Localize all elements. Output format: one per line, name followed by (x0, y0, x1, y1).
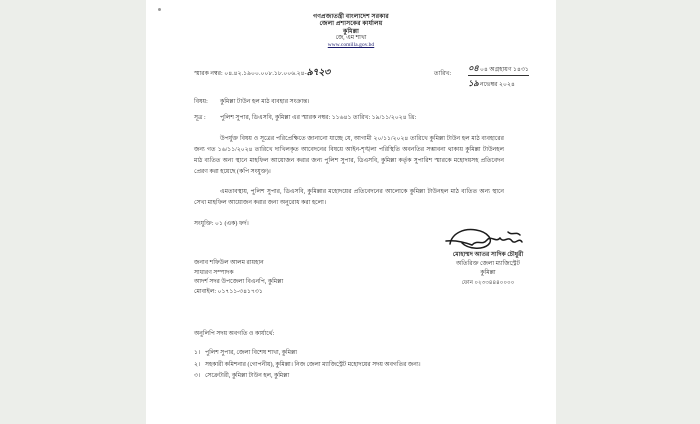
recipient-name: জনাব শফিউল আলম রায়হান (194, 259, 264, 266)
signature-block (424, 228, 552, 288)
letter-page (146, 0, 556, 424)
memo-number-value: ০৪.৪২.১৯০০.০০৮.১৮.০০৬.২৪- (224, 71, 307, 78)
signatory-designation: অতিরিক্ত জেলা ম্যাজিস্ট্রেট (456, 261, 520, 268)
attachment-note: সংযুক্তি: ০১ (এক) ফর্দ। (194, 220, 249, 227)
signatory-phone: ফোন ০২৩৩৪৪৪০০০০ (461, 280, 515, 287)
copy-to-item-text: সহকারী কমিশনার (গোপনীয়), কুমিল্লা। নিজ জেলা ম্যাজিস্ট্রেট মহোদয়ের সদয় অবগতির জন্য। (205, 361, 421, 368)
copy-to-item-text: সেক্রেটারী, কুমিল্লা টাউন হল, কুমিল্লা (205, 373, 290, 380)
subject-label: বিষয়: (194, 99, 208, 106)
date-english-month-year: নভেম্বর ২০২৪ (479, 81, 515, 88)
memo-number (194, 66, 330, 81)
signatory-name: মোহাম্মদ আতর সাদিক চৌধুরী (452, 252, 524, 258)
recipient-mobile: মোবাইল: ০১৭১১-৩৪১৭৩১ (194, 289, 263, 296)
copy-to-list (194, 348, 556, 383)
copy-to-item (194, 371, 556, 383)
letterhead-district-line: কুমিল্লা (342, 27, 360, 35)
date-bengali-day-handwritten: ০৪ (468, 63, 479, 74)
copy-to-item (194, 360, 556, 372)
date-english (468, 77, 529, 90)
copy-to-heading: অনুলিপি সদয় অবগতি ও কার্যার্থে: (194, 330, 275, 337)
memo-number-handwritten: ৯৭২৩ (306, 68, 330, 79)
letterhead-branch-line: জে, এম শাখা (335, 34, 367, 41)
date-label: তারিখ: (434, 71, 452, 78)
date-block (468, 62, 529, 90)
letterhead-office-line: জেলা প্রশাসকের কার্যালয় (319, 20, 383, 28)
letterhead (146, 13, 556, 48)
handwritten-signature-icon (424, 228, 552, 250)
date-bengali-month-year: ০৪ অগ্রহায়ণ ১৪৩১ (479, 67, 529, 74)
signatory-office: কুমিল্লা (480, 270, 496, 277)
source-line (194, 115, 556, 122)
memo-date-row (146, 62, 556, 88)
recipient-designation: সাধারণ সম্পাদক (194, 269, 234, 276)
body-paragraph-2: এমতাবস্থায়, পুলিশ সুপার, ডিএসবি, কুমিল্লার মহোদয়ের প্রতিবেদনের আলোকে কুমিল্লা টাউনহল মাঠ ব্যতিত অন্য স্থানে সেখা মাহফিল আয়োজন করার জন্য অনুরোধ করা হলো। (194, 188, 504, 206)
copy-to-item-text: পুলিশ সুপার, জেলা বিশেষ শাখা, কুমিল্লা (205, 349, 297, 356)
subject-line (194, 99, 556, 106)
body-paragraph-1: উপর্যুক্ত বিষয় ও সূত্রের পরিপ্রেক্ষিতে জানানো যাচ্ছে যে, আগামী ২০/১১/২০২৪ তারিখে কুমিল্লা টাউন হল মাঠ ব্যবহারের জন্য গত ১৬/১১/২০২৪ তারিখে দাখিলকৃত আবেদনের বিষয়ে আইন-শৃঙ্খলা পরিস্থিতি অবনতির সম্ভাবনা থাকায় কুমিল্লা টাউনহল মাঠ ব্যতিত অন্য স্থানে মাহফিল আয়োজন করার জন্য পুলিশ সুপার, ডিএসবি, কুমিল্লা কর্তৃক সুপারিশ স্মারকে মহোদয়সহ প্রতিবেদন প্রেরণ করা হয়েছে (কপি সংযুক্ত)। (194, 135, 504, 175)
source-label: সূত্র : (194, 115, 206, 122)
subject-value: কুমিল্লা টাউন হল মাঠ ব্যবহার সংক্রান্ত। (220, 99, 310, 106)
copy-to-item-number: ৩। (194, 373, 201, 380)
date-bengali (468, 62, 529, 76)
recipient-organization: আদর্শ সদর উপজেলা বিএনপি, কুমিল্লা (194, 279, 284, 286)
letterhead-website-link[interactable]: www.comilla.gov.bd (327, 41, 375, 48)
copy-to-item-number: ২। (194, 361, 201, 368)
copy-to-item-number: ১। (194, 349, 201, 356)
letterhead-government-line: গণপ্রজাতন্ত্রী বাংলাদেশ সরকার (313, 13, 389, 20)
copy-to-item (194, 348, 556, 360)
date-english-day-handwritten: ১৯ (468, 77, 479, 88)
scan-speck-artifact (158, 8, 161, 11)
source-value: পুলিশ সুপার, ডিএসবি, কুমিল্লা এর স্মারক নম্বর: ১১৬৪১ তারিখ: ১৯/১১/২০২৪ খ্রি: (220, 115, 417, 122)
memo-number-label: স্মারক নম্বর: (194, 71, 223, 78)
